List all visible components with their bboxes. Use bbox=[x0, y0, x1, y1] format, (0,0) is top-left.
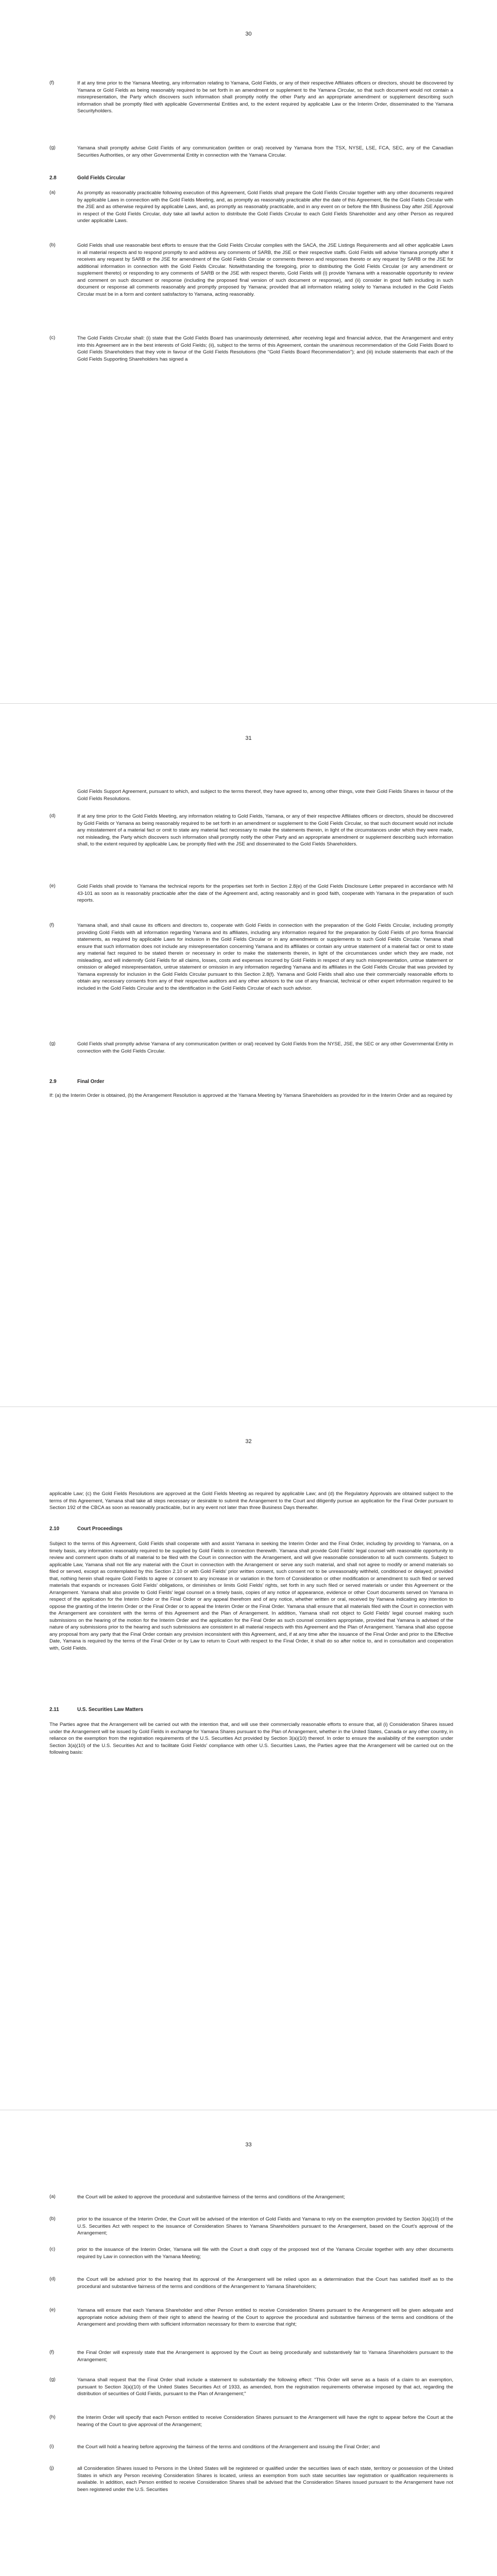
section-heading bbox=[49, 1079, 104, 1084]
clause-text: If at any time prior to the Yamana Meeting, any information relating to Yamana, Gold Fields, or any of their respective Affiliates officers or directors, should be discovered by Yamana or Gold Fields as being reasonably required to be set forth in an amendment or supplement to the Yamana Circular, so that such document would not contain a misrepresentation, the Party which discovers such information shall promptly notify the other Party and an appropriate amendment or supplement describing such information shall be promptly filed with applicable Governmental Entities and, to the extent required by applicable Law or the Interim Order, disseminated to the Yamana Securityholders. bbox=[77, 80, 453, 114]
clause-label: (g) bbox=[49, 2377, 56, 2382]
clause-text: Gold Fields shall promptly advise Yamana of any communication (written or oral) received by Gold Fields from the NYSE, JSE, the SEC or any other Governmental Entity in connection with the Gold Fields Circular. bbox=[77, 1041, 453, 1054]
section-number: 2.8 bbox=[49, 175, 57, 181]
clause-label: (d) bbox=[49, 813, 56, 819]
clause-label: (a) bbox=[49, 2194, 56, 2199]
clause-label: (g) bbox=[49, 1041, 56, 1046]
paragraph: Subject to the terms of this Agreement, Gold Fields shall cooperate with and assist Yamana in seeking the Interim Order and the Final Order, including by providing to Yamana, on a timely basis, any information reasonably required to be supplied by Gold Fields in connection therewith. Yamana shall provide Gold Fields' legal counsel with reasonable opportunity to review and comment upon drafts of all material to be filed with the Court in connection with the Arrangement, and will give reasonable consideration to all such comments. Subject to applicable Law, Yamana shall not file any material with the Court in connection with the Arrangement or serve any such material, and shall not agree to modify or amend materials so filed or served, except as contemplated by this Section 2.10 or with Gold Fields' prior written consent, such consent not to be unreasonably withheld, conditioned or delayed; provided that, nothing herein shall require Gold Fields to agree or consent to any increase in or variation in the form of Consideration or other modification or amendment to such filed or served materials that expands or increases Gold Fields' obligations, or diminishes or limits Gold Fields' rights, set forth in any such filed or served materials or under this Agreement or the Arrangement. Yamana shall also provide to Gold Fields' legal counsel on a timely basis, copies of any notice of appearance, evidence or other Court documents served on Yamana in respect of the application for the Interim Order or the Final Order or any appeal therefrom and of any notice, whether written or oral, received by Yamana indicating any intention to oppose the granting of the Interim Order or the Final Order or to appeal the Interim Order or the Final Order. Yamana shall ensure that all materials filed with the Court in connection with the Arrangement are consistent with the terms of this Agreement and the Plan of Arrangement. In addition, Yamana shall not object to Gold Fields' legal counsel making such submissions on the hearing of the motion for the Interim Order and the application for the Final Order as such counsel considers appropriate, provided that Yamana is advised of the nature of any submissions prior to the hearing and such submissions are consistent in all material respects with this Agreement and the Plan of Arrangement. Yamana shall also oppose any proposal from any party that the Final Order contain any provision inconsistent with this Agreement, and, if at any time after the issuance of the Final Order and prior to the Effective Date, Yamana is required by the terms of the Final Order or by Law to return to Court with respect to the Final Order, it shall do so after notice to, and in consultation and cooperation with, Gold Fields. bbox=[49, 1541, 453, 1651]
page-number: 31 bbox=[245, 735, 252, 741]
clause-text: Yamana shall request that the Final Order shall include a statement to substantially the following effect: "This Order will serve as a basis of a claim to an exemption, pursuant to Section 3(a)(10) of the United States Securities Act of 1933, as amended, from the registration requirements otherwise imposed by that act, regarding the distribution of securities of Gold Fields, pursuant to the Plan of Arrangement;" bbox=[77, 2377, 453, 2397]
section-number: 2.9 bbox=[49, 1079, 57, 1084]
section-title: U.S. Securities Law Matters bbox=[77, 1707, 143, 1713]
clause-label: (j) bbox=[49, 2465, 54, 2471]
clause-label: (b) bbox=[49, 2216, 56, 2222]
clause-label: (f) bbox=[49, 2349, 55, 2355]
page-number: 33 bbox=[245, 2142, 252, 2148]
clause-label: (d) bbox=[49, 2276, 56, 2282]
page-separator bbox=[0, 1406, 497, 1407]
paragraph: If: (a) the Interim Order is obtained, (b) the Arrangement Resolution is approved at the Yamana Meeting by Yamana Shareholders as provided for in the Interim Order and as required by bbox=[49, 1093, 453, 1098]
section-number: 2.11 bbox=[49, 1707, 59, 1713]
section-title: Court Proceedings bbox=[77, 1526, 123, 1532]
clause-label: (c) bbox=[49, 2246, 56, 2252]
clause-text: Yamana shall promptly advise Gold Fields of any communication (written or oral) received by Yamana from the TSX, NYSE, LSE, FCA, SEC, any of the Canadian Securities Authorities, or any other Governmental Entity in connection with the Yamana Circular. bbox=[77, 145, 453, 158]
clause-text: As promptly as reasonably practicable following execution of this Agreement, Gold Fields shall prepare the Gold Fields Circular together with any other documents required by applicable Laws in connection with the Gold Fields Meeting, and, as promptly as reasonably practicable after the date of this Agreement, file the Gold Fields Circular with the JSE and as otherwise required by applicable Laws, and, as promptly as reasonably practicable, and in any event on or before the fifth Business Day after JSE Approval in respect of the Gold Fields Circular, duly take all lawful action to distribute the Gold Fields Circular to each Gold Fields Shareholder and any other Person as required under applicable Laws. bbox=[77, 190, 453, 224]
clause-label: (b) bbox=[49, 242, 56, 248]
clause-text: the Interim Order will specify that each Person entitled to receive Consideration Shares pursuant to the Arrangement will have the right to appear before the Court at the hearing of the Court to give approval of the Arrangement; bbox=[77, 2415, 453, 2428]
clause-label: (c) bbox=[49, 335, 56, 341]
clause-text: Gold Fields shall provide to Yamana the technical reports for the properties set forth in Section 2.8(e) of the Gold Fields Disclosure Letter prepared in accordance with NI 43-101 as soon as is reasonably practicable after the date of the Agreement and, acting reasonably and in good faith, cooperate with Yamana in the preparation of such reports. bbox=[77, 884, 453, 903]
clause-text: the Final Order will expressly state that the Arrangement is approved by the Court as being procedurally and substantively fair to Yamana Shareholders pursuant to the Arrangement; bbox=[77, 2350, 453, 2363]
clause-label: (a) bbox=[49, 190, 56, 195]
page-separator bbox=[0, 703, 497, 704]
paragraph: The Parties agree that the Arrangement will be carried out with the intention that, and will use their commercially reasonable efforts to ensure that, all (i) Consideration Shares issued under the Arrangement will be issued by Gold Fields in exchange for Yamana Shares pursuant to the Plan of Arrangement, whether in the United States, Canada or any other country, in reliance on the exemption from the registration requirements of the U.S. Securities Act provided by Section 3(a)(10) thereof. In order to ensure the availability of the exemption under Section 3(a)(10) of the U.S. Securities Act and to facilitate Gold Fields' compliance with other U.S. Securities Laws, the Parties agree that the Arrangement will be carried out on the following basis: bbox=[49, 1722, 453, 1755]
clause-text: Yamana shall, and shall cause its officers and directors to, cooperate with Gold Fields in connection with the preparation of the Gold Fields Circular, including promptly providing Gold Fields with all information regarding Yamana and its affiliates, including any information required for the preparation by Gold Fields of pro forma financial statements, as required by applicable Laws for inclusion in the Gold Fields Circular or in any amendments or supplements to such Gold Fields Circular. Yamana shall ensure that such information does not include any misrepresentation concerning Yamana and its affiliates or contain any untrue statement of a material fact or omit to state any material fact required to be stated therein or necessary in order to make the statements therein, in light of the circumstances under which they are made, not misleading, and will indemnify Gold Fields for all claims, losses, costs and expenses incurred by Gold Fields in respect of any such misrepresentation, untrue statement or omission or alleged misrepresentation, untrue statement or omission in any information regarding Yamana and its affiliates in the Gold Fields Circular that was provided by Yamana expressly for inclusion in the Gold Fields Circular pursuant to this Section 2.8(f). Yamana and Gold Fields shall also use their commercially reasonable efforts to obtain any necessary consents from any of their respective auditors and any other advisors to the use of any financial, technical or other expert information required to be included in the Gold Fields Circular and to the identification in the Gold Fields Circular of each such advisor. bbox=[77, 923, 453, 991]
page-number: 30 bbox=[245, 31, 252, 37]
clause-text: Yamana will ensure that each Yamana Shareholder and other Person entitled to receive Consideration Shares pursuant to the Arrangement will be given adequate and appropriate notice advising them of their right to attend the hearing of the Court to approve the procedural and substantive fairness of the terms and conditions of the Arrangement and providing them with sufficient information necessary for them to exercise that right; bbox=[77, 2308, 453, 2327]
clause-label: (i) bbox=[49, 2444, 54, 2449]
clause-text: The Gold Fields Circular shall: (i) state that the Gold Fields Board has unanimously determined, after receiving legal and financial advice, that the Arrangement and entry into this Agreement are in the best interests of Gold Fields; (ii), subject to the terms of this Agreement, contain the unanimous recommendation of the Gold Fields Board to Gold Fields Shareholders that they vote in favour of the Gold Fields Resolutions (the "Gold Fields Board Recommendation"); and (iii) include statements that each of the Gold Fields Supporting Shareholders has signed a bbox=[77, 335, 453, 362]
clause-text: the Court will be asked to approve the procedural and substantive fairness of the terms and conditions of the Arrangement; bbox=[77, 2194, 345, 2200]
clause-label: (g) bbox=[49, 145, 56, 150]
clause-label: (f) bbox=[49, 922, 55, 928]
clause-text: Gold Fields shall use reasonable best efforts to ensure that the Gold Fields Circular complies with the SACA, the JSE Listings Requirements and all other applicable Laws in all material respects and to respond promptly to and address any comments of SARB, the JSE or their respective staffs. Gold Fields will advise Yamana promptly after it receives any request by SARB or the JSE for amendment of the Gold Fields Circular or comments thereon and responses thereto or any request by SARB or the JSE for additional information in connection with the Gold Fields Circular. Notwithstanding the foregoing, prior to distributing the Gold Fields Circular (or any amendment or supplement thereto) or responding to any comments of SARB or the JSE with respect thereto, Gold Fields will (i) provide Yamana with a reasonable opportunity to review and comment on such document or response (including the proposed final version of such document or response), and (ii) consider in good faith including in such document or response all comments reasonably and promptly proposed by Yamana; provided that all information relating solely to Yamana included in the Gold Fields Circular must be in a form and content satisfactory to Yamana, acting reasonably. bbox=[77, 243, 453, 297]
section-heading bbox=[49, 175, 125, 181]
clause-text: prior to the issuance of the Interim Order, Yamana will file with the Court a draft copy of the proposed text of the Yamana Circular together with any other documents required by Law in connection with the Yamana Meeting; bbox=[77, 2247, 453, 2260]
clause-label: (f) bbox=[49, 80, 55, 86]
paragraph: applicable Law; (c) the Gold Fields Resolutions are approved at the Gold Fields Meeting as required by applicable Law; and (d) the Regulatory Approvals are obtained subject to the terms of this Agreement, Yamana shall take all steps necessary or desirable to submit the Arrangement to the Court and diligently pursue an application for the Final Order pursuant to Section 192 of the CBCA as soon as reasonably practicable, but in any event not later than three Business Days thereafter. bbox=[49, 1491, 453, 1511]
clause-label: (e) bbox=[49, 2307, 56, 2313]
section-heading bbox=[49, 1707, 143, 1713]
clause-text: the Court will hold a hearing before approving the fairness of the terms and conditions of the Arrangement and issuing the Final Order; and bbox=[77, 2444, 380, 2450]
page-number: 32 bbox=[245, 1438, 252, 1445]
section-heading bbox=[49, 1526, 123, 1532]
clause-text: the Court will be advised prior to the hearing that its approval of the Arrangement will be relied upon as a determination that the Court has satisfied itself as to the procedural and substantive fairness of the terms and conditions of the Arrangement to Yamana Shareholders; bbox=[77, 2277, 453, 2290]
section-number: 2.10 bbox=[49, 1526, 60, 1532]
section-title: Gold Fields Circular bbox=[77, 175, 126, 181]
section-title: Final Order bbox=[77, 1079, 105, 1084]
clause-text: If at any time prior to the Gold Fields Meeting, any information relating to Gold Fields, Yamana, or any of their respective Affiliates officers or directors, should be discovered by Gold Fields or Yamana as being reasonably required to be set forth in an amendment or supplement to the Gold Fields Circular, so that such document would not include any misstatement of a material fact or omit to state any material fact necessary to make the statements therein, in light of the circumstances under which they were made, not misleading, the Party which discovers such information shall promptly notify the other Party and an appropriate amendment or supplement describing such information shall, to the extent required by applicable Law, be promptly filed with the JSE and disseminated to the Gold Fields Shareholders. bbox=[77, 814, 453, 847]
clause-text: prior to the issuance of the Interim Order, the Court will be advised of the intention of Gold Fields and Yamana to rely on the exemption provided by Section 3(a)(10) of the U.S. Securities Act with respect to the issuance of Consideration Shares to Yamana Shareholders pursuant to the Arrangement, based on the Court's approval of the Arrangement; bbox=[77, 2216, 453, 2236]
clause-label: (e) bbox=[49, 883, 56, 889]
continued-clause-text: Gold Fields Support Agreement, pursuant to which, and subject to the terms thereof, they have agreed to, among other things, vote their Gold Fields Shares in favour of the Gold Fields Resolutions. bbox=[77, 789, 453, 802]
clause-text: all Consideration Shares issued to Persons in the United States will be registered or qualified under the securities laws of each state, territory or possession of the United States in which any Person receiving Consideration Shares is located, unless an exemption from such state securities law registration or qualification requirements is available. In addition, each Person entitled to receive Consideration Shares shall be advised that the Consideration Shares issued pursuant to the Arrangement have not been registered under the U.S. Securities bbox=[77, 2466, 453, 2493]
clause-label: (h) bbox=[49, 2414, 56, 2420]
